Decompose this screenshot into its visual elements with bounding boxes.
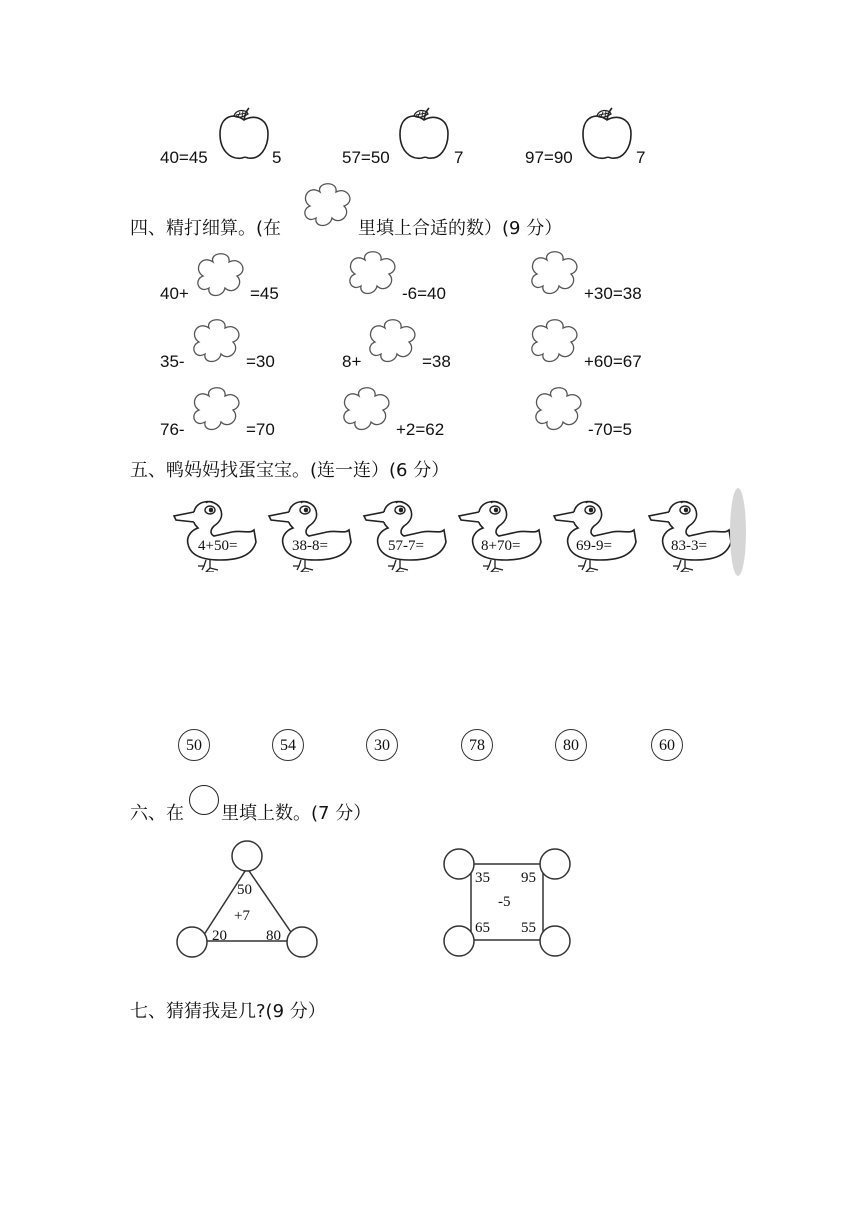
equation-suffix: =30 [246,352,275,371]
triangle-top-blank[interactable] [232,841,262,871]
apple-problem-right: 5 [272,148,282,167]
equation-suffix: =38 [422,352,451,371]
flower-icon [300,178,356,228]
equation-prefix: 76- [160,420,185,439]
square-tr-number: 95 [521,870,536,886]
square-bl-blank[interactable] [444,926,474,956]
apple-problem-left: 57=50 [342,148,390,167]
equation-prefix: 35- [160,352,185,371]
triangle-right-blank[interactable] [287,927,317,957]
duck-equation: 57-7= [388,538,424,554]
duck-equation: 4+50= [198,538,238,554]
flower-blank-icon[interactable] [189,382,245,432]
apple-problem-left: 40=45 [160,148,208,167]
duck-icon[interactable] [645,496,735,572]
egg-answer[interactable]: 54 [272,729,304,761]
apple-problem-right: 7 [636,148,646,167]
section5-title: 五、鸭妈妈找蛋宝宝。(连一连）(6 分） [130,460,450,481]
equation-suffix: =70 [246,420,275,439]
egg-answer[interactable]: 80 [555,729,587,761]
triangle-right-number: 80 [266,928,281,944]
duck-equation: 83-3= [671,538,707,554]
equation-prefix: 8+ [342,352,362,371]
apple-icon[interactable] [216,106,272,164]
triangle-left-blank[interactable] [177,927,207,957]
flower-blank-icon[interactable] [345,246,401,296]
egg-answer[interactable]: 30 [366,729,398,761]
section7-title: 七、猜猜我是几?(9 分） [130,1001,326,1022]
section6-title-part1: 六、在 [130,803,184,824]
triangle-left-number: 20 [212,928,227,944]
equation-suffix: =45 [250,284,279,303]
flower-blank-icon[interactable] [189,314,245,364]
square-operation: -5 [498,894,511,910]
egg-answer[interactable]: 50 [178,729,210,761]
duck-icon[interactable] [455,496,545,572]
duck-equation: 69-9= [576,538,612,554]
egg-answer[interactable]: 60 [651,729,683,761]
square-br-blank[interactable] [540,926,570,956]
section4-title-part1: 四、精打细算。(在 [130,218,282,239]
square-bl-number: 65 [475,920,490,936]
duck-icon[interactable] [550,496,640,572]
apple-problem-left: 97=90 [525,148,573,167]
square-br-number: 55 [521,920,536,936]
equation-prefix: 40+ [160,284,189,303]
apple-icon[interactable] [579,106,635,164]
duck-icon[interactable] [170,496,260,572]
flower-blank-icon[interactable] [527,246,583,296]
square-tr-blank[interactable] [540,849,570,879]
equation-suffix: -6=40 [402,284,446,303]
flower-blank-icon[interactable] [527,314,583,364]
square-tl-number: 35 [475,870,490,886]
apple-icon[interactable] [396,106,452,164]
page-edge-shadow [730,488,746,576]
equation-suffix: +60=67 [584,352,642,371]
section4-title-part2: 里填上合适的数）(9 分） [358,218,563,239]
flower-blank-icon[interactable] [365,314,421,364]
apple-problem-right: 7 [454,148,464,167]
duck-equation: 38-8= [292,538,328,554]
duck-icon[interactable] [360,496,450,572]
square-tl-blank[interactable] [444,849,474,879]
triangle-operation: +7 [234,908,250,924]
flower-blank-icon[interactable] [193,248,249,298]
section6-title-part2: 里填上数。(7 分） [221,803,372,824]
flower-blank-icon[interactable] [531,382,587,432]
triangle-top-number: 50 [237,882,252,898]
equation-suffix: +30=38 [584,284,642,303]
flower-blank-icon[interactable] [339,382,395,432]
egg-answer[interactable]: 78 [461,729,493,761]
equation-suffix: +2=62 [396,420,445,439]
duck-equation: 8+70= [481,538,521,554]
equation-suffix: -70=5 [588,420,632,439]
duck-icon[interactable] [265,496,355,572]
circle-blank-icon [189,785,219,815]
